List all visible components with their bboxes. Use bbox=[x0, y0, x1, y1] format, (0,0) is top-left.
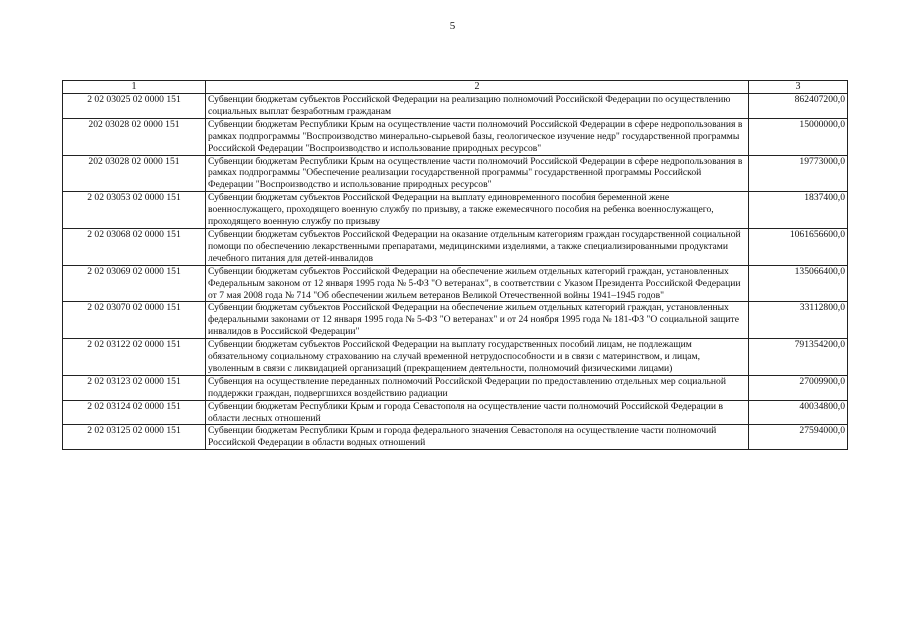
row-description: Субвенции бюджетам субъектов Российской Федерации на обеспечение жильем отдельных категорий граждан, установленных федеральными законами от 12 января 1995 года № 5-ФЗ "О ветеранах" и от 24 ноября 1995 года № 181-ФЗ "О социальной защите инвалидов в Российской Федерации" bbox=[206, 302, 749, 339]
budget-code: 2 02 03125 02 0000 151 bbox=[63, 425, 206, 450]
row-amount: 27009900,0 bbox=[749, 375, 848, 400]
row-amount: 1061656600,0 bbox=[749, 228, 848, 265]
budget-code: 2 02 03070 02 0000 151 bbox=[63, 302, 206, 339]
budget-table bbox=[62, 80, 848, 450]
row-description: Субвенция на осуществление переданных полномочий Российской Федерации по предоставлению отдельных мер социальной поддержки граждан, подвергшихся воздействию радиации bbox=[206, 375, 749, 400]
row-description: Субвенции бюджетам Республики Крым и города федерального значения Севастополя на осуществление части полномочий Российской Федерации в области водных отношений bbox=[206, 425, 749, 450]
row-description: Субвенции бюджетам субъектов Российской Федерации на выплату единовременного пособия беременной жене военнослужащего, проходящего военную службу по призыву, а также ежемесячного пособия на ребенка военнослужащего, проходящего военную службу по призыву bbox=[206, 192, 749, 229]
table-row bbox=[63, 400, 848, 425]
row-amount: 1837400,0 bbox=[749, 192, 848, 229]
row-description: Субвенции бюджетам субъектов Российской Федерации на реализацию полномочий Российской Федерации по осуществлению социальных выплат безработным гражданам bbox=[206, 94, 749, 119]
budget-code: 2 02 03122 02 0000 151 bbox=[63, 339, 206, 376]
budget-code: 2 02 03025 02 0000 151 bbox=[63, 94, 206, 119]
column-header-description: 2 bbox=[206, 81, 749, 94]
budget-code: 2 02 03053 02 0000 151 bbox=[63, 192, 206, 229]
table-row bbox=[63, 94, 848, 119]
row-amount: 791354200,0 bbox=[749, 339, 848, 376]
table-row bbox=[63, 228, 848, 265]
row-amount: 135066400,0 bbox=[749, 265, 848, 302]
column-header-code: 1 bbox=[63, 81, 206, 94]
row-description: Субвенции бюджетам Республики Крым на осуществление части полномочий Российской Федерации в сфере недропользования в рамках подпрограммы "Воспроизводство минерально-сырьевой базы, геологическое изучение недр" государственной программы Российской Федерации "Воспроизводство и использование природных ресурсов" bbox=[206, 118, 749, 155]
row-description: Субвенции бюджетам Республики Крым на осуществление части полномочий Российской Федерации в сфере недропользования в рамках подпрограммы "Обеспечение реализации государственной программы" государственной программы Российской Федерации "Воспроизводство и использование природных ресурсов" bbox=[206, 155, 749, 192]
budget-code: 202 03028 02 0000 151 bbox=[63, 118, 206, 155]
table-row bbox=[63, 118, 848, 155]
row-description: Субвенции бюджетам субъектов Российской Федерации на оказание отдельным категориям граждан государственной социальной помощи по обеспечению лекарственными препаратами, медицинскими изделиями, а также специализированными продуктами лечебного питания для детей-инвалидов bbox=[206, 228, 749, 265]
table-row bbox=[63, 425, 848, 450]
row-amount: 33112800,0 bbox=[749, 302, 848, 339]
column-header-amount: 3 bbox=[749, 81, 848, 94]
row-description: Субвенции бюджетам субъектов Российской Федерации на обеспечение жильем отдельных категорий граждан, установленных Федеральным законом от 12 января 1995 года № 5-ФЗ "О ветеранах", в соответствии с Указом Президента Российской Федерации от 7 мая 2008 года № 714 "Об обеспечении жильем ветеранов Великой Отечественной войны 1941–1945 годов" bbox=[206, 265, 749, 302]
budget-code: 2 02 03124 02 0000 151 bbox=[63, 400, 206, 425]
table-row bbox=[63, 155, 848, 192]
page-number: 5 bbox=[449, 20, 456, 32]
row-amount: 15000000,0 bbox=[749, 118, 848, 155]
table-row bbox=[63, 375, 848, 400]
row-description: Субвенции бюджетам Республики Крым и города Севастополя на осуществление части полномочий Российской Федерации в области лесных отношений bbox=[206, 400, 749, 425]
budget-code: 2 02 03069 02 0000 151 bbox=[63, 265, 206, 302]
table-row bbox=[63, 339, 848, 376]
row-amount: 19773000,0 bbox=[749, 155, 848, 192]
table-header-row bbox=[63, 81, 848, 94]
budget-code: 2 02 03123 02 0000 151 bbox=[63, 375, 206, 400]
row-amount: 40034800,0 bbox=[749, 400, 848, 425]
budget-code: 202 03028 02 0000 151 bbox=[63, 155, 206, 192]
table-row bbox=[63, 265, 848, 302]
row-amount: 27594000,0 bbox=[749, 425, 848, 450]
table-row bbox=[63, 192, 848, 229]
row-amount: 862407200,0 bbox=[749, 94, 848, 119]
row-description: Субвенции бюджетам субъектов Российской Федерации на выплату государственных пособий лицам, не подлежащим обязательному социальному страхованию на случай временной нетрудоспособности и в связи с материнством, и лицам, уволенным в связи с ликвидацией организаций (прекращением деятельности, полномочий физическими лицами) bbox=[206, 339, 749, 376]
budget-code: 2 02 03068 02 0000 151 bbox=[63, 228, 206, 265]
table-row bbox=[63, 302, 848, 339]
